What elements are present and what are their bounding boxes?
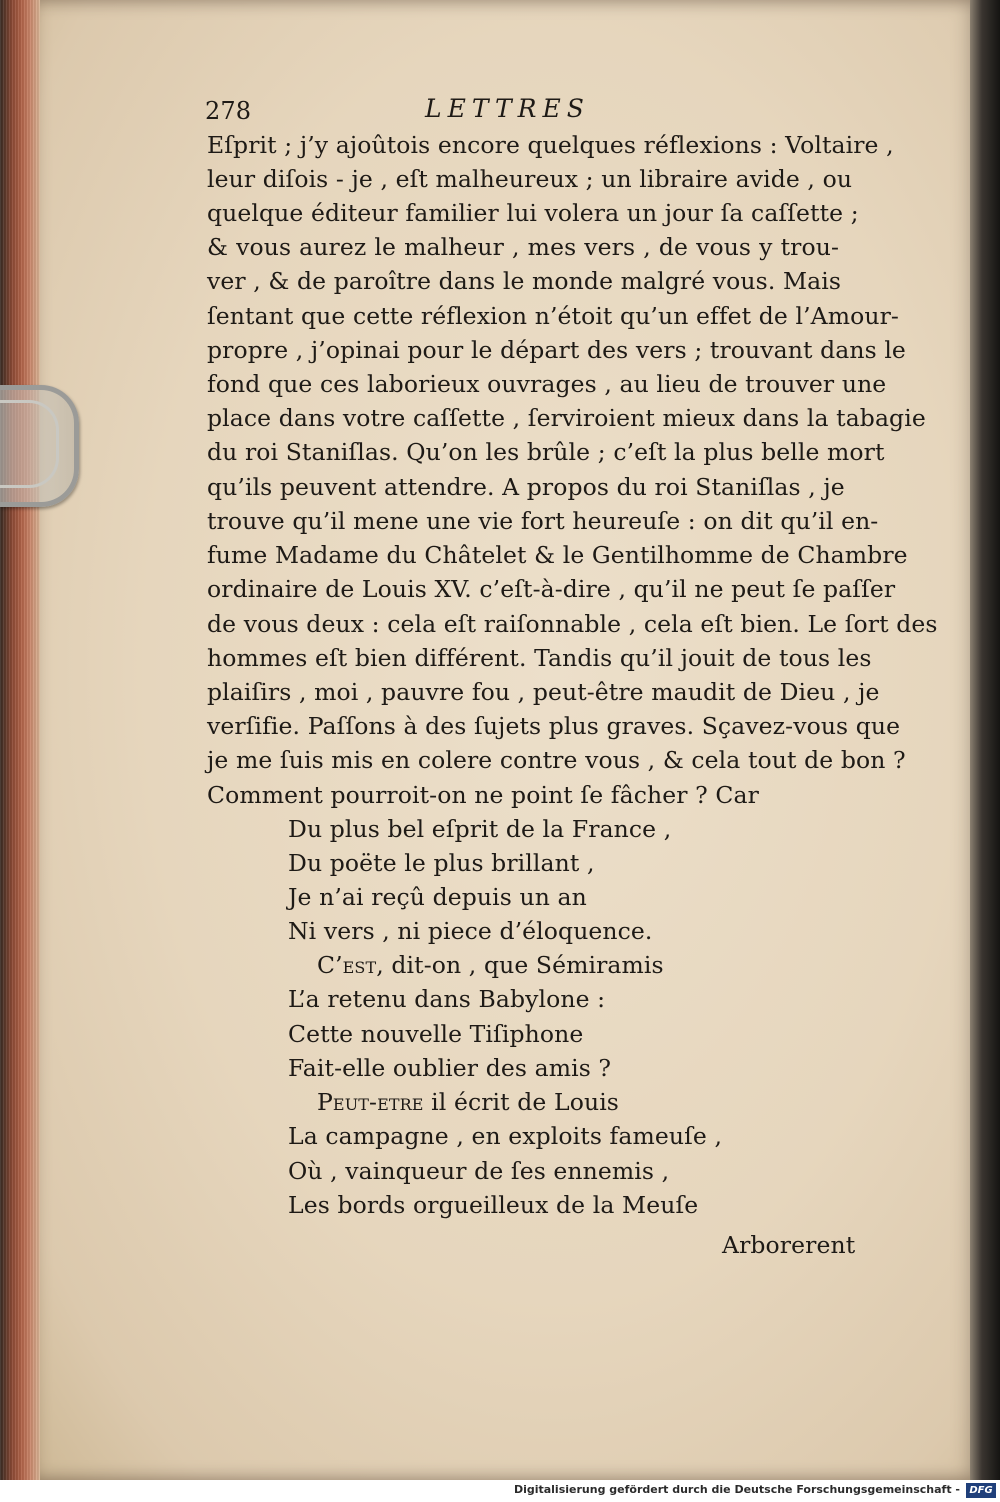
prose-line: ſentant que cette réflexion n’étoit qu’un effet de l’Amour-: [207, 302, 899, 330]
verse-text: Je n’ai reçû depuis un an: [288, 883, 587, 911]
right-page-edge: [970, 0, 1000, 1480]
verse-text: Du plus bel eſprit de la France ,: [288, 815, 672, 843]
prose-line: plaiſirs , moi , pauvre fou , peut-être maudit de Dieu , je: [207, 678, 880, 706]
prose-line: & vous aurez le malheur , mes vers , de vous y trou-: [207, 233, 839, 261]
book-edge: [0, 0, 40, 1480]
running-head: LETTRES: [425, 94, 590, 123]
verse-line: [288, 1020, 583, 1048]
verse-line: [288, 1122, 722, 1150]
verse-line: [317, 951, 664, 979]
prose-line: quelque éditeur familier lui volera un jour ſa caſſette ;: [207, 199, 859, 227]
verse-lead-word: Peut-etre: [317, 1088, 424, 1116]
prose-line: hommes eſt bien différent. Tandis qu’il jouit de tous les: [207, 644, 872, 672]
verse-text: L’a retenu dans Babylone :: [288, 985, 606, 1013]
verse-line: [288, 1191, 698, 1219]
prose-line: Eſprit ; j’y ajoûtois encore quelques réflexions : Voltaire ,: [207, 131, 894, 159]
verse-line: [288, 1054, 611, 1082]
prose-line: fond que ces laborieux ouvrages , au lieu de trouver une: [207, 370, 887, 398]
verse-text: Cette nouvelle Tiſiphone: [288, 1020, 584, 1048]
verse-line: [288, 1157, 669, 1185]
verse-text: Fait-elle oublier des amis ?: [288, 1054, 612, 1082]
prose-line: qu’ils peuvent attendre. A propos du roi Staniſlas , je: [207, 473, 845, 501]
prose-line: verſifie. Paſſons à des ſujets plus graves. Sçavez-vous que: [207, 712, 901, 740]
prose-line: je me ſuis mis en colere contre vous , & cela tout de bon ?: [207, 746, 906, 774]
page-number: 278: [205, 97, 252, 125]
verse-text: , dit-on , que Sémiramis: [376, 951, 664, 979]
prose-line: ordinaire de Louis XV. c’eſt-à-dire , qu’il ne peut ſe paſſer: [207, 575, 896, 603]
verse-text: Du poëte le plus brillant ,: [288, 849, 595, 877]
catchword: Arborerent: [722, 1231, 856, 1259]
verse-text: Où , vainqueur de ſes ennemis ,: [288, 1157, 670, 1185]
verse-text: Les bords orgueilleux de la Meuſe: [288, 1191, 699, 1219]
verse-line: [288, 985, 605, 1013]
verse-lead-word: C’est: [317, 951, 377, 979]
verse-line: [288, 815, 671, 843]
verse-text: Ni vers , ni piece d’éloquence.: [288, 917, 653, 945]
prose-line: trouve qu’il mene une vie fort heureuſe : on dit qu’il en-: [207, 507, 879, 535]
prose-line: Comment pourroit-on ne point ſe fâcher ? Car: [207, 781, 759, 809]
prose-line: ver , & de paroître dans le monde malgré vous. Mais: [207, 267, 842, 295]
verse-text: La campagne , en exploits fameuſe ,: [288, 1122, 723, 1150]
prose-line: du roi Staniſlas. Qu’on les brûle ; c’eſt la plus belle mort: [207, 438, 885, 466]
dfg-logo: DFG: [966, 1483, 996, 1498]
prose-line: fume Madame du Châtelet & le Gentilhomme de Chambre: [207, 541, 908, 569]
prose-line: de vous deux : cela eſt raiſonnable , cela eſt bien. Le ſort des: [207, 610, 938, 638]
prose-line: place dans votre caſſette , ſerviroient mieux dans la tabagie: [207, 404, 926, 432]
prose-line: propre , j’opinai pour le départ des vers ; trouvant dans le: [207, 336, 906, 364]
verse-line: [317, 1088, 619, 1116]
verse-line: [288, 917, 653, 945]
funding-credit: Digitalisierung gefördert durch die Deutsche Forschungsgemeinschaft -: [513, 1483, 960, 1496]
verse-line: [288, 849, 595, 877]
paper-clip-inner-icon: [0, 400, 59, 488]
verse-text: il écrit de Louis: [423, 1088, 619, 1116]
verse-line: [288, 883, 587, 911]
prose-line: leur diſois - je , eſt malheureux ; un libraire avide , ou: [207, 165, 853, 193]
